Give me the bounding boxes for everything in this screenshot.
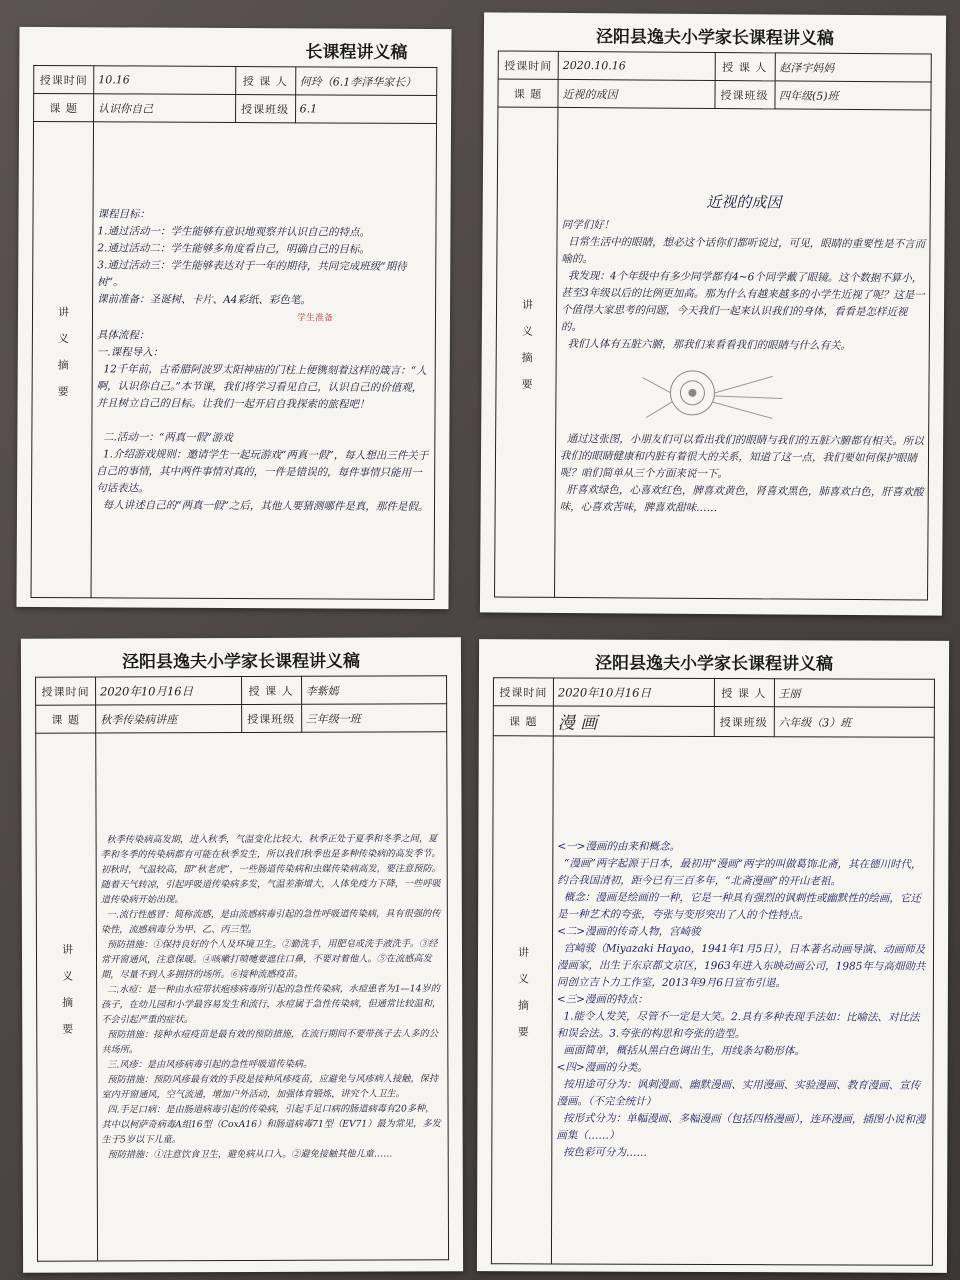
eye-organ-sketch — [632, 357, 852, 429]
teacher-label: 授 课 人 — [715, 53, 775, 81]
topic-value: 认识你自己 — [94, 94, 236, 123]
lesson-form — [31, 65, 438, 600]
summary-content — [555, 107, 931, 600]
teacher-value: 赵泽宇妈妈 — [775, 53, 932, 82]
teacher-label: 授 课 人 — [241, 676, 301, 704]
margin-note: 学生准备 — [296, 312, 334, 324]
summary-side-text: 讲 义 摘 要 — [56, 306, 70, 403]
summary-side-text: 讲 义 摘 要 — [516, 946, 530, 1044]
lesson-form — [35, 675, 449, 1261]
sheet-title: 长课程讲义稿 — [305, 42, 408, 63]
class-label: 授课班级 — [714, 707, 774, 737]
teacher-value: 李紫嫣 — [301, 676, 447, 705]
topic-value: 近视的成因 — [558, 79, 715, 108]
sheet-title: 泾阳县逸夫小学家长课程讲义稿 — [121, 651, 361, 673]
time-value: 2020.10.16 — [558, 51, 715, 80]
teacher-label: 授 课 人 — [714, 679, 774, 707]
time-label: 授课时间 — [34, 65, 94, 93]
time-value: 2020年10月16日 — [96, 677, 242, 706]
class-value: 四年级(5)班 — [774, 81, 931, 110]
summary-side-label — [491, 736, 553, 1264]
time-label: 授课时间 — [493, 678, 553, 706]
teacher-value: 何玲（6.1李泽华家长） — [295, 67, 437, 96]
class-label: 授课班级 — [241, 704, 301, 732]
topic-value: 秋季传染病讲座 — [96, 705, 242, 734]
handout-sheet-self-awareness — [16, 27, 451, 609]
summary-content — [551, 736, 934, 1265]
time-label: 授课时间 — [36, 677, 96, 705]
summary-side-label — [36, 733, 98, 1261]
class-label: 授课班级 — [235, 95, 295, 123]
summary-text: 课程目标： 1.通过活动一：学生能够有意识地观察并认识自己的特点。 2.通过活动二：学生能够多角度看自己，明确自己的目标。 3.通过活动三：学生能够表达对于一年的期待，共同完成班级“期待树”。 课前准备：圣诞树、卡片、A4彩纸、彩色笔。 — [97, 207, 407, 306]
sheet-title: 泾阳县逸夫小学家长课程讲义稿 — [595, 27, 834, 49]
class-label: 授课班级 — [714, 81, 774, 109]
handout-sheet-myopia — [480, 12, 946, 615]
summary-side-label — [495, 107, 558, 597]
topic-label: 课 题 — [36, 705, 96, 733]
summary-text-2: 通过这张图，小朋友们可以看出我们的眼睛与我们的五脏六腑都有相关。所以我们的眼睛健康和内脏有着很大的关系，知道了这一点，我们要如何保护眼睛呢？咱们简单从三个方面来说一下。 肝喜欢绿色，心喜欢红色，脾喜欢黄色，肾喜欢黑色，肺喜欢白色，肝喜欢酸味，心喜欢苦味，脾喜欢甜味…… — [559, 432, 924, 514]
topic-label: 课 题 — [498, 79, 558, 107]
summary-text: 同学们好！ 日常生活中的眼睛，想必这个话你们都听说过，可见，眼睛的重要性是不言而喻的。 我发现：4个年级中有多少同学都有4~6个同学戴了眼镜。这个数据不算小，甚至3年级以后的比例更加高。那为什么有越来越多的小学生近视了呢？这是一个值得大家思考的问题，今天我们一起来认识我们的身体，看看是怎样近视的。 我们人体有五脏六腑，那我们来看看我们的眼睛与什么有关。 — [560, 218, 926, 352]
time-value: 2020年10月16日 — [553, 678, 714, 707]
summary-side-text: 讲 义 摘 要 — [60, 943, 74, 1041]
time-label: 授课时间 — [498, 51, 558, 79]
summary-text: <一>漫画的由来和概念。 “漫画”两字起源于日本，最初用“漫画”两字的叫做葛饰北斋，其在德川时代，约合我国清初，距今已有三百多年，“北斋漫画”的开山老祖。 概念：漫画是绘画的一种，它是一种具有强烈的讽刺性或幽默性的绘画，它还是一种艺术的夸张，夸张与变形突出了人的个性特点。 <二>漫画的传奇人物，宫崎骏 宫崎骏（Miyazaki Hayao，1941年1月5日），日本著名动画导演、动画师及漫画家，出生于东京都文京区，1963年进入东映动画公司，1985年与高畑勋共同创立吉卜力工作室，2013年9月6日宣布引退。 <三>漫画的特点： 1.能令人发笑，尽管不一定是大笑。2.具有多种表现手法如：比喻法、对比法和误会法。3.夸张的构思和夸张的造型。 画面简单，概括从黑白色调出生，用线条勾勒形体。 <四>漫画的分类。 按用途可分为：讽刺漫画、幽默漫画、实用漫画、实验漫画、教育漫画、宣传漫画。（不完全统计） 按形式分为：单幅漫画、多幅漫画（包括四格漫画），连环漫画，插图小说和漫画集（……） 按色彩可分为…… — [556, 840, 926, 1159]
class-value: 三年级一班 — [301, 704, 447, 733]
handout-sheet-comics — [477, 639, 949, 1273]
sheet-title: 泾阳县逸夫小学家长课程讲义稿 — [594, 653, 834, 675]
summary-side-text: 讲 义 摘 要 — [519, 298, 534, 396]
teacher-value: 王丽 — [774, 679, 935, 708]
summary-text: 秋季传染病高发期，进入秋季，气温变化比较大，秋季正处于夏季和冬季之间，夏季和冬季的传染病都有可能在秋季发生，所以我们秋季也是多种传染病的高发季节。初秋时，气温较高，即“秋老虎”，一些肠道传染病和虫媒传染病高发，要注意预防。随着天气转凉，引起呼吸道传染病多发，气温差渐增大，人体免疫力下降，一些呼吸道传染病开始出现。 一.流行性感冒：简称流感，是由流感病毒引起的急性呼吸道传染病，具有很强的传染性，流感病毒分为甲、乙、丙三型。 预防措施：①保持良好的个人及环境卫生。②勤洗手，用肥皂或洗手液洗手。③经常开窗通风，注意保暖。④咳嗽打喷嚏要遮住口鼻，不要对着他人。⑤在流感高发期，尽量不到人多拥挤的场所。⑥接种流感疫苗。 二.水痘：是一种由水痘带状疱疹病毒所引起的急性传染病，水痘患者为1—14岁的孩子，在幼儿园和小学最容易发生和流行，水痘属于急性传染病，但通常比较温和，不会引起严重的症状。 预防措施：接种水痘疫苗是最有效的预防措施，在流行期间不要带孩子去人多的公共场所。 三.风疹：是由风疹病毒引起的急性呼吸道传染病。 预防措施：预防风疹最有效的手段是接种风疹疫苗，应避免与风疹病人接触，保持室内开窗通风，空气流通，增加户外活动，加强体育锻炼，讲究个人卫生。 四.手足口病：是由肠道病毒引起的传染病，引起手足口病的肠道病毒有20多种，其中以柯萨奇病毒A组16型（CoxA16）和肠道病毒71型（EV71）最为常见，多发生于5岁以下儿童。 预防措施：①注意饮食卫生，避免病从口入。②避免接触其他儿童…… — [100, 832, 442, 1160]
topic-value: 漫 画 — [553, 706, 714, 737]
summary-content — [91, 122, 436, 600]
topic-label: 课 题 — [34, 93, 94, 121]
teacher-label: 授 课 人 — [235, 67, 295, 95]
handout-sheet-infectious-disease — [21, 637, 463, 1273]
summary-content — [96, 732, 449, 1261]
class-value: 6.1 — [295, 95, 437, 124]
topic-label: 课 题 — [493, 706, 553, 736]
lesson-form — [494, 50, 932, 600]
lesson-form — [491, 677, 935, 1266]
class-value: 六年级（3）班 — [774, 707, 935, 738]
time-value: 10.16 — [94, 66, 236, 95]
summary-text-2: 具体流程： 一.课程导入： 12千年前，古希腊阿波罗太阳神庙的门柱上便镌刻着这样的箴言：“人啊，认识你自己。”本节课，我们将学习看见自己，认识自己的价值观，并且树立自己的目标。让我们一起开启自我探索的旅程吧！ 二.活动一：“两真一假”游戏 1.介绍游戏规则：邀请学生一起玩游戏“两真一假”，每人想出三件关于自己的事情，其中两件事情对真的，一件是错误的，每件事情只能用一句话表达。 每人讲述自己的“两真一假”之后，其他人要猜测哪件是真，那件是假。 — [95, 328, 429, 513]
summary-side-label — [31, 121, 93, 597]
lesson-heading: 近视的成因 — [706, 192, 782, 211]
